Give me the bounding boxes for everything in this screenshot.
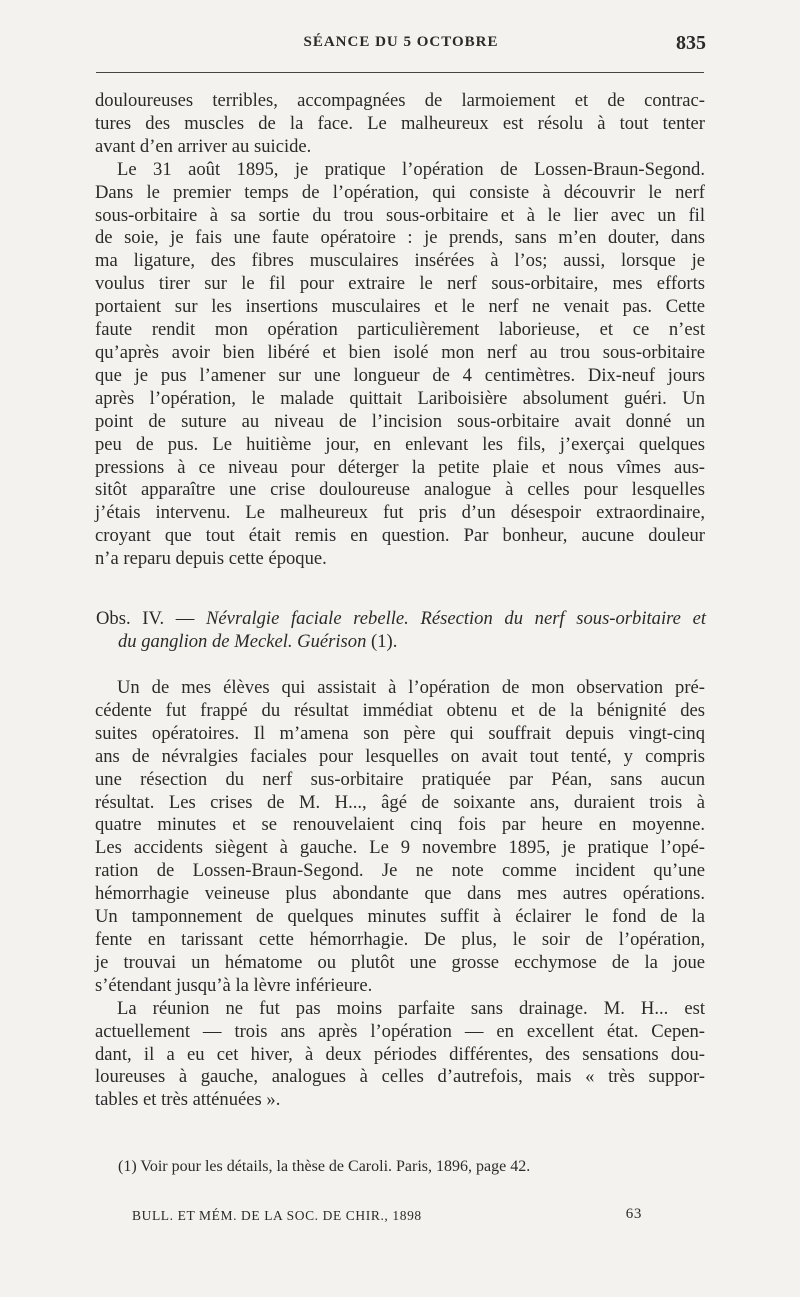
- paragraph-4: [95, 998, 705, 1113]
- text-line: après l’opération, le malade quittait Lariboisière absolument guéri. Un: [95, 387, 705, 409]
- page-number: 835: [676, 32, 706, 54]
- text-line: s’étendant jusqu’à la lèvre inférieure.: [95, 974, 373, 996]
- text-line: portaient sur les insertions musculaires et le nerf ne venait pas. Cette: [95, 296, 705, 318]
- text-line: point de suture au niveau de l’incision sous-orbitaire avait donné un: [95, 410, 705, 432]
- text-line: hémorrhagie veineuse plus abondante que dans mes autres opérations.: [95, 883, 705, 905]
- text-line: actuellement — trois ans après l’opération — en excellent état. Cepen-: [95, 1020, 705, 1042]
- observation-label: Obs. IV. —: [96, 608, 195, 629]
- text-line: Un de mes élèves qui assistait à l’opération de mon observation pré-: [117, 677, 705, 698]
- paragraph-2: [95, 159, 705, 571]
- footnote-reference: (1).: [371, 631, 398, 652]
- text-line: de soie, je fais une faute opératoire : je prends, sans m’en douter, dans: [95, 227, 705, 249]
- text-line: suites opératoires. Il m’amena son père qui souffrait depuis vingt-cinq: [95, 722, 705, 744]
- footer-signature: 63: [625, 1206, 642, 1222]
- text-line: douloureuses terribles, accompagnées de larmoiement et de contrac-: [95, 90, 705, 111]
- observation-title-line-1: Névralgie faciale rebelle. Résection du nerf sous-orbitaire et: [206, 608, 706, 629]
- footer-journal: BULL. ET MÉM. DE LA SOC. DE CHIR., 1898: [132, 1208, 422, 1223]
- footnote: (1) Voir pour les détails, la thèse de Caroli. Paris, 1896, page 42.: [118, 1158, 531, 1175]
- text-line: résultat. Les crises de M. H..., âgé de soixante ans, duraient trois à: [95, 791, 705, 813]
- text-line: ration de Lossen-Braun-Segond. Je ne note comme incident qu’une: [95, 860, 705, 882]
- header-rule: [96, 72, 704, 73]
- text-line: je trouvai un hématome ou plutôt une grosse ecchymose de la joue: [95, 951, 705, 973]
- text-line: ans de névralgies faciales pour lesquelles on avait tout tenté, y compris: [95, 745, 705, 767]
- text-line: La réunion ne fut pas moins parfaite sans drainage. M. H... est: [117, 997, 705, 1019]
- paragraph-1: [95, 90, 705, 159]
- text-line: croyant que tout était remis en question. Par bonheur, aucune douleur: [95, 525, 705, 547]
- header-title: SÉANCE DU 5 OCTOBRE: [303, 34, 499, 50]
- text-line: une résection du nerf sus-orbitaire pratiquée par Péan, sans aucun: [95, 768, 705, 790]
- text-line: peu de pus. Le huitième jour, en enlevant les fils, j’exerçai quelques: [95, 433, 705, 455]
- section-1: [95, 90, 705, 571]
- text-line: quatre minutes et se renouvelaient cinq fois par heure en moyenne.: [95, 814, 705, 836]
- text-line: loureuses à gauche, analogues à celles d’autrefois, mais « très suppor-: [95, 1066, 705, 1088]
- text-line: cédente fut frappé du résultat immédiat obtenu et de la bénignité des: [95, 699, 705, 721]
- observation-title-line-2: du ganglion de Meckel. Guérison: [118, 631, 367, 652]
- text-line: tures des muscles de la face. Le malheureux est résolu à tout tenter: [95, 112, 705, 134]
- text-line: tables et très atténuées ».: [95, 1089, 281, 1111]
- paragraph-3: [95, 677, 705, 998]
- text-line: n’a reparu depuis cette époque.: [95, 548, 327, 570]
- text-line: qu’après avoir bien libéré et bien isolé mon nerf au trou sous-orbitaire: [95, 341, 705, 363]
- text-line: ma ligature, des fibres musculaires insérées à l’os; aussi, lorsque je: [95, 250, 705, 272]
- text-line: Le 31 août 1895, je pratique l’opération de Lossen-Braun-Segond.: [117, 158, 705, 180]
- text-line: pressions à ce niveau pour déterger la petite plaie et nous vîmes aus-: [95, 456, 705, 478]
- text-line: faute rendit mon opération particulièrement laborieuse, et ce n’est: [95, 319, 705, 341]
- text-line: fente en tarissant cette hémorrhagie. De plus, le soir de l’opération,: [95, 928, 705, 950]
- text-line: Dans le premier temps de l’opération, qui consiste à découvrir le nerf: [95, 181, 705, 203]
- text-line: sous-orbitaire à sa sortie du trou sous-orbitaire et à le lier avec un fil: [95, 204, 705, 226]
- text-line: sitôt apparaître une crise douloureuse analogue à celles pour lesquelles: [95, 479, 705, 501]
- running-footer: [132, 1206, 642, 1228]
- text-line: dant, il a eu cet hiver, à deux périodes différentes, des sensations dou-: [95, 1043, 705, 1065]
- running-header: [96, 34, 706, 58]
- text-line: Les accidents siègent à gauche. Le 9 novembre 1895, je pratique l’opé-: [95, 837, 705, 859]
- text-line: voulus tirer sur le fil pour extraire le nerf sous-orbitaire, mes efforts: [95, 273, 705, 295]
- text-line: Un tamponnement de quelques minutes suffit à éclairer le fond de la: [95, 906, 705, 928]
- text-line: avant d’en arriver au suicide.: [95, 135, 312, 157]
- text-line: j’étais intervenu. Le malheureux fut pris d’un désespoir extraordinaire,: [95, 502, 705, 524]
- section-2: [95, 677, 705, 1112]
- observation-heading: [96, 607, 706, 653]
- text-line: que je pus l’amener sur une longueur de 4 centimètres. Dix-neuf jours: [95, 364, 705, 386]
